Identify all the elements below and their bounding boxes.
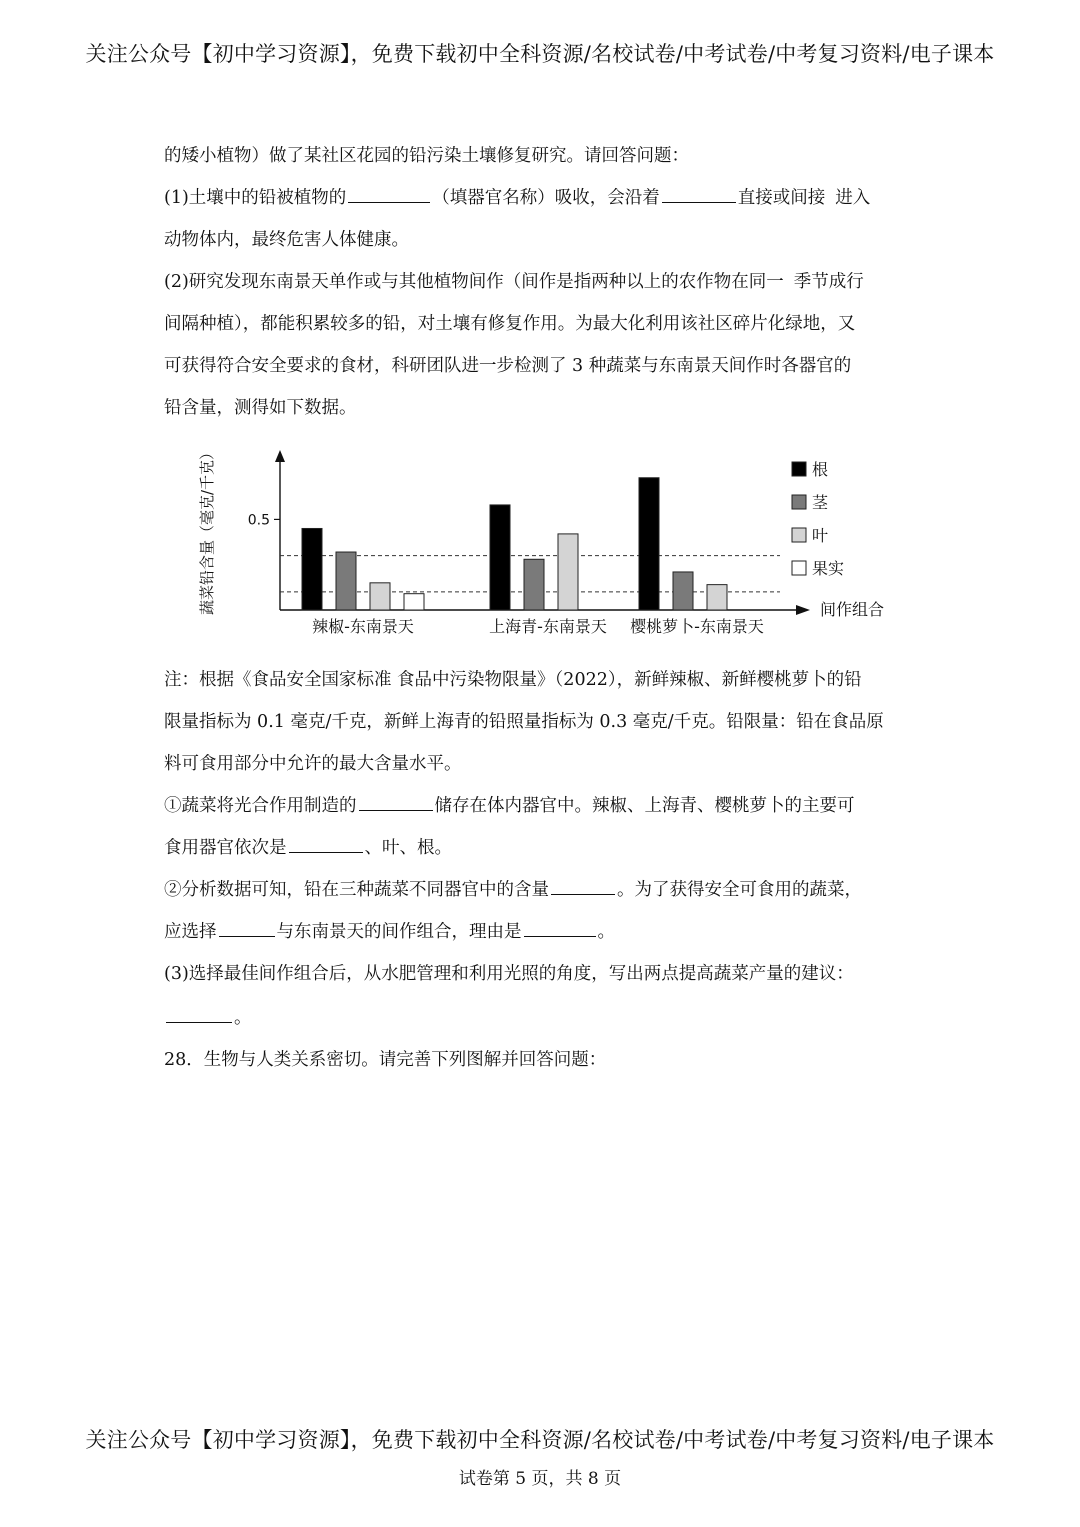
y-axis-label: 蔬菜铅含量（毫克/千克） (198, 448, 216, 616)
note-line: 限量指标为 0.1 毫克/千克，新鲜上海青的铅照量指标为 0.3 毫克/千克。铅限量：铅在食品原 (164, 712, 884, 732)
legend-swatch (792, 561, 806, 575)
text: 与东南景天的间作组合，理由是 (276, 922, 522, 942)
answer-blank[interactable] (289, 851, 363, 853)
legend-swatch (792, 528, 806, 542)
bar-chart-svg (190, 448, 910, 643)
text: 季节成行 (793, 272, 864, 292)
bar (639, 478, 659, 610)
legend-label: 茎 (812, 493, 829, 512)
text: 。 (597, 922, 615, 942)
text-line: 的矮小植物）做了某社区花园的铅污染土壤修复研究。请回答问题： (164, 146, 689, 166)
question-2-line (164, 268, 864, 293)
lead-content-chart (190, 448, 910, 643)
answer-blank[interactable] (662, 201, 736, 203)
answer-blank[interactable] (524, 935, 596, 937)
text: 进入 (835, 188, 871, 208)
question-3-line: (3)选择最佳间作组合后，从水肥管理和利用光照的角度，写出两点提高蔬菜产量的建议： (164, 964, 854, 984)
text: 。 (234, 1008, 252, 1028)
answer-blank[interactable] (551, 893, 615, 895)
bar (558, 534, 578, 610)
answer-blank[interactable] (166, 1021, 232, 1023)
bar (524, 559, 544, 610)
category-label: 樱桃萝卜-东南景天 (630, 617, 764, 636)
text-line: 动物体内，最终危害人体健康。 (164, 230, 409, 250)
text-line: 铅含量，测得如下数据。 (164, 398, 357, 418)
text: ①蔬菜将光合作用制造的 (164, 796, 357, 816)
category-label: 辣椒-东南景天 (312, 617, 414, 636)
answer-blank[interactable] (359, 809, 433, 811)
y-tick-label: 0.5 (247, 512, 270, 529)
text: (2)研究发现东南景天单作或与其他植物间作（间作是指两种以上的农作物在同一 (164, 272, 784, 292)
text: 直接或间接 (737, 188, 826, 208)
note-line: 料可食用部分中允许的最大含量水平。 (164, 754, 462, 774)
bottom-banner: 关注公众号【初中学习资源】，免费下载初中全科资源/名校试卷/中考试卷/中考复习资料/电子课本 (85, 1428, 995, 1452)
bar (490, 505, 510, 610)
legend-swatch (792, 495, 806, 509)
bar (370, 583, 390, 610)
legend-label: 根 (812, 460, 829, 479)
question-28-line: 28．生物与人类关系密切。请完善下列图解并回答问题： (164, 1050, 607, 1070)
question-2-2-line (164, 918, 615, 943)
text: 、叶、根。 (364, 838, 452, 858)
question-2-2-line (164, 876, 862, 901)
text: 食用器官依次是 (164, 838, 287, 858)
bar (336, 552, 356, 610)
page-footer: 试卷第 5 页，共 8 页 (458, 1469, 622, 1489)
note-line: 注：根据《食品安全国家标准 食品中污染物限量》（2022），新鲜辣椒、新鲜樱桃萝卜的铅 (164, 670, 862, 690)
bar (707, 585, 727, 610)
x-axis-label: 间作组合 (820, 600, 885, 619)
text-line: 可获得符合安全要求的食材，科研团队进一步检测了 3 种蔬菜与东南景天间作时各器官的 (164, 356, 852, 376)
top-banner: 关注公众号【初中学习资源】，免费下载初中全科资源/名校试卷/中考试卷/中考复习资料/电子课本 (85, 42, 995, 66)
text-line: 间隔种植），都能积累较多的铅，对土壤有修复作用。为最大化利用该社区碎片化绿地，又 (164, 314, 856, 334)
legend-swatch (792, 462, 806, 476)
legend-label: 果实 (812, 559, 845, 578)
question-1-line (164, 184, 870, 209)
bar (673, 572, 693, 610)
question-3-answer-line (164, 1004, 252, 1029)
legend-label: 叶 (812, 526, 829, 545)
x-axis-arrow (796, 605, 810, 615)
text: 。为了获得安全可食用的蔬菜， (617, 880, 862, 900)
text: （填器官名称）吸收，会沿着 (432, 188, 660, 208)
text: 应选择 (164, 922, 217, 942)
bar (302, 528, 322, 610)
answer-blank[interactable] (348, 201, 430, 203)
answer-blank[interactable] (219, 935, 275, 937)
y-axis-arrow (275, 450, 285, 462)
text: ②分析数据可知，铅在三种蔬菜不同器官中的含量 (164, 880, 549, 900)
question-2-1-line (164, 792, 855, 817)
bar (404, 594, 424, 610)
category-label: 上海青-东南景天 (489, 617, 607, 636)
question-2-1-line (164, 834, 452, 859)
text: (1)土壤中的铅被植物的 (164, 188, 347, 208)
text: 储存在体内器官中。辣椒、上海青、樱桃萝卜的主要可 (434, 796, 855, 816)
